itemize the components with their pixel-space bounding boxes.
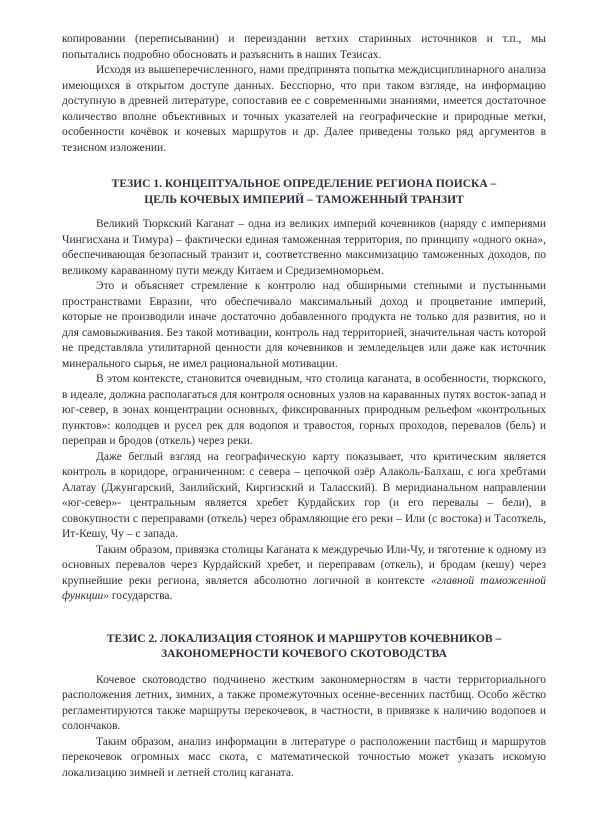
- paragraph-capital-location: В этом контексте, становится очевидным, что столица каганата, в особенности, тюркского, в идеале, должна располагаться для контроля основных узлов на караванных путях восток-запад и юг-север, в зонах концентрации основных, фиксированных природным рельефом «контрольных пунктов»: колодцев и русел рек для водопоя и травостоя, горных проходов, перевалов (бель) и переправ и бродов (откель) через реки.: [62, 373, 546, 447]
- paragraph-geographic-corridor: Даже беглый взгляд на географическую карту показывает, что критическим является контроль в коридоре, ограниченном: с севера – цепочкой озёр Алаколь-Балхаш, с юга хребтами Алатау (Джунгарский, Заилийский, Киргизский и Таласский). В меридианальном направлении «юг-север»- центральным является хребет Курдайских гор (и его перевалы – бели), в совокупности с переправами (откель) через обрамляющие его реки – Или (с востока) и Тасоткель, Ит-Кешу, Чу – с запада.: [62, 450, 546, 540]
- paragraph-customs-function: [62, 543, 546, 605]
- thesis-2-heading-line-1: ТЕЗИС 2. ЛОКАЛИЗАЦИЯ СТОЯНОК И МАРШРУТОВ КОЧЕВНИКОВ –: [106, 632, 502, 645]
- paragraph-pasture-analysis: Таким образом, анализ информации в литературе о расположении пастбищ и маршрутов перекочевок огромных масс скота, с математической точностью может указать искомую локализацию зимней и летней столиц каганата.: [62, 735, 546, 779]
- paragraph-continuation: копировании (переписывании) и переиздании ветхих старинных источников и т.п., мы попытались подробно обосновать и разъяснить в наших Тезисах.: [62, 33, 546, 61]
- paragraph-control-motivation: Это и объясняет стремление к контролю над обширными степными и пустынными пространствами Евразии, что обеспечивало максимальный доход и процветание империй, которые не производили иначе достаточно добавленного продукта не только для развития, но и для самовыживания. Без такой мотивации, контроль над территорией, значительная часть которой не представляла утилитарной ценности для кочевников и земледельцев или даже как источник минерального сырья, не имел рациональной мотивации.: [62, 280, 546, 370]
- paragraph-customs-function-emphasis: «главной таможенной функции»: [62, 574, 546, 602]
- thesis-1-heading-line-1: ТЕЗИС 1. КОНЦЕПТУАЛЬНОЕ ОПРЕДЕЛЕНИЕ РЕГИОНА ПОИСКА –: [111, 178, 497, 190]
- thesis-1-heading: [62, 177, 546, 208]
- paragraph-nomadic-herding: Кочевое скотоводство подчинено жестким закономерностям в части территориального расположения летних, зимних, а также промежуточных осенне-весенних пастбищ. Особо жёстко регламентируются также маршруты перекочевок, в частности, в привязке к наличию водопоев и солончаков.: [62, 673, 546, 732]
- paragraph-customs-function-tail: государства.: [108, 590, 173, 602]
- thesis-1-heading-line-2: ЦЕЛЬ КОЧЕВЫХ ИМПЕРИЙ – ТАМОЖЕННЫЙ ТРАНЗИТ: [144, 193, 464, 206]
- thesis-2-heading: [62, 632, 546, 663]
- paragraph-turkic-khaganate: Великий Тюркский Каганат – одна из великих империй кочевников (наряду с империями Чингисхана и Тимура) – фактически единая таможенная территория, по принципу «одного окна», обеспечивающая безопасный транзит и, соответственно максимизацию таможенных доходов, по великому караванному пути между Китаем и Средиземноморьем.: [62, 218, 546, 277]
- thesis-2-heading-line-2: ЗАКОНОМЕРНОСТИ КОЧЕВОГО СКОТОВОДСТВА: [161, 648, 447, 660]
- paragraph-intro: Исходя из вышеперечисленного, нами предпринята попытка междисциплинарного анализа имеющихся в открытом доступе данных. Бесспорно, что при таком взгляде, на информацию доступную в древней литературе, сопоставив ее с современными знаниями, имеется достаточное количество вполне объективных и точных указателей на географические и природные метки, особенности кочёвок и кочевых маршрутов и др. Далее приведены только ряд аргументов в тезисном изложении.: [62, 64, 546, 154]
- paragraph-customs-function-text: Таким образом, привязка столицы Каганата к междуречью Или-Чу, и тяготение к одному из основных перевалов через Курдайский хребет, и переправам (откель), и бродам (кешу) через крупнейшие реки региона, является абсолютно логичной в контексте: [62, 543, 546, 587]
